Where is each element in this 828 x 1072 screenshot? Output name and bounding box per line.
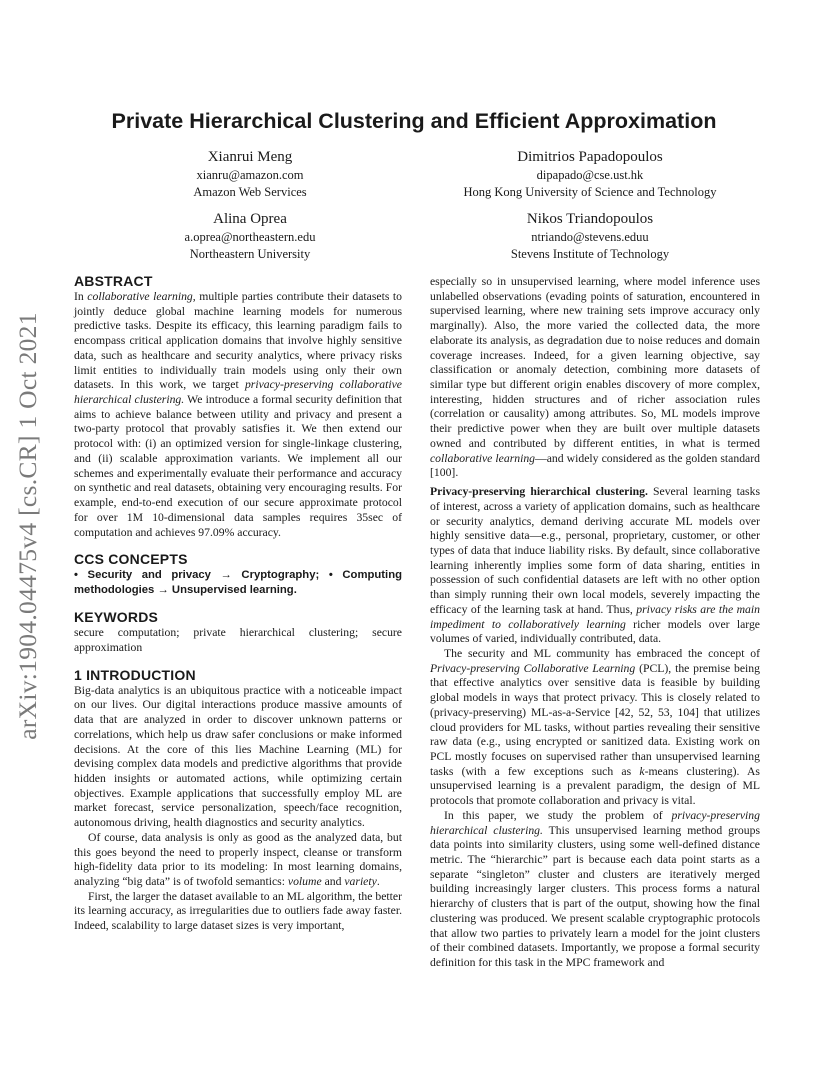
left-column bbox=[74, 272, 402, 934]
author-block bbox=[420, 210, 760, 262]
ccs-heading: CCS CONCEPTS bbox=[74, 551, 188, 568]
author-block bbox=[420, 148, 760, 200]
keywords-heading: KEYWORDS bbox=[74, 609, 159, 626]
paper-title: Private Hierarchical Clustering and Efficient Approximation bbox=[111, 109, 717, 133]
author-email: dipapado@cse.ust.hk bbox=[536, 168, 644, 182]
author-email: ntriando@stevens.eduu bbox=[531, 230, 649, 244]
arxiv-identifier: arXiv:1904.04475v4 [cs.CR] 1 Oct 2021 bbox=[13, 312, 42, 740]
author-block bbox=[150, 210, 350, 262]
body-paragraph: The security and ML community has embraced the concept of Privacy-preserving Collaborative Learning (PCL), the premise being that effective analytics over sensitive data is feasible by building global models in ways that protect privacy. This is closely related to (privacy-preserving) ML-as-a-Service [42, 52, 53, 104] that utilizes cloud providers for ML tasks, without parties revealing their sensitive raw data (e.g., using encrypted or sanitized data. Existing work on PCL mostly focuses on supervised rather than unsupervised learning tasks (with a few exceptions such as k-means clustering). As unsupervised learning is a prevalent paradigm, the design of ML protocols that promote collaboration and privacy is vital. bbox=[430, 646, 760, 808]
author-name: Dimitrios Papadopoulos bbox=[517, 149, 663, 165]
body-paragraph: In this paper, we study the problem of privacy-preserving hierarchical clustering. This unsupervised learning method groups data points into similarity clusters, using some well-defined distance metric. The “hierarchic” part is because each data point starts as a separate “singleton” cluster and clusters are iteratively merged building increasingly larger clusters. This process forms a natural hierarchy of clusters that is part of the output, showing how the final clustering was produced. We present scalable cryptographic protocols that allow two parties to privately learn a model for the joint clusters of their combined datasets. Importantly, we propose a formal security definition for this task in the MPC framework and bbox=[430, 808, 760, 970]
intro-paragraph: Of course, data analysis is only as good as the analyzed data, but this goes beyond the need to properly inspect, cleanse or transform high-fidelity data prior to its modeling: In most learning domains, analyzing “big data” is of twofold semantics: volume and variety. bbox=[74, 830, 402, 888]
author-name: Nikos Triandopoulos bbox=[526, 211, 654, 227]
author-affiliation: Stevens Institute of Technology bbox=[510, 246, 670, 261]
author-email: xianru@amazon.com bbox=[196, 168, 304, 182]
intro-paragraph: First, the larger the dataset available to an ML algorithm, the better its learning accuracy, as irregularities due to outliers fade away faster. Indeed, scalability to large dataset sizes is very important, bbox=[74, 889, 402, 933]
author-block bbox=[150, 148, 350, 200]
author-name: Xianrui Meng bbox=[207, 149, 293, 165]
abstract-text: In collaborative learning, multiple parties contribute their datasets to jointly deduce global machine learning models for numerous predictive tasks. Despite its efficacy, this learning paradigm fails to encompass critical application domains that involve highly sensitive data, such as healthcare and security analytics, where privacy risks limit entities to individually train models using only their own datasets. In this work, we target privacy-preserving collaborative hierarchical clustering. We introduce a formal security definition that aims to achieve balance between utility and privacy and present a two-party protocol that provably satisfies it. We then extend our protocol with: (i) an optimized version for single-linkage clustering, and (ii) scalable approximation variants. We implement all our schemes and experimentally evaluate their performance and accuracy on synthetic and real datasets, obtaining very encouraging results. For example, end-to-end execution of our secure approximate protocol for over 1M 10-dimensional data samples requires 35sec of computation and achieves 97.09% accuracy. bbox=[74, 290, 403, 539]
body-paragraph: especially so in unsupervised learning, where model inference uses unlabelled observations (evading points of saturation, encountered in supervised learning, where new training sets improve accuracy only marginally). Also, the more varied the collected data, the more elaborate its analysis, as degradation due to noise reduces and domain coverage increases. Indeed, for a given learning objective, say classification or anomaly detection, combining more datasets of similar type but different origin enables discovery of more complex, interesting, hidden structures and of richer association rules (correlation or causality) among attributes. So, ML models improve their predictive power when they are built over multiple datasets owned and contributed by different entities, in what is termed collaborative learning—and widely considered as the golden standard [100]. bbox=[430, 275, 760, 480]
author-affiliation: Hong Kong University of Science and Technology bbox=[463, 184, 717, 199]
intro-paragraph: Big-data analytics is an ubiquitous practice with a noticeable impact on our lives. Our digital interactions produce massive amounts of data that are analyzed in order to discover unknown patterns or correlations, which help us draw safer conclusions or make informed decisions. At the core of this lies Machine Learning (ML) for devising complex data models and predictive algorithms that provide hidden insights or automated actions, while optimizing certain objectives. Example applications that successfully employ ML are market forecast, service personalization, speech/face recognition, autonomous driving, health diagnostics and security analytics. bbox=[74, 683, 402, 830]
author-affiliation: Northeastern University bbox=[189, 246, 311, 261]
ccs-concepts: • Security and privacy → Cryptography; • Computing methodologies → Unsupervised learning. bbox=[74, 569, 402, 597]
introduction-heading: 1 INTRODUCTION bbox=[74, 666, 196, 683]
author-name: Alina Oprea bbox=[213, 211, 287, 227]
abstract-heading: ABSTRACT bbox=[74, 273, 153, 289]
right-column bbox=[430, 275, 760, 971]
author-affiliation: Amazon Web Services bbox=[193, 184, 307, 199]
body-paragraph: Privacy-preserving hierarchical clustering. Several learning tasks of interest, across a variety of application domains, such as healthcare or security analytics, demand deriving accurate ML models over highly sensitive data—e.g., personal, proprietary, customer, or other types of data that induce liability risks. By default, since collaborative learning inherently implies some form of data sharing, entities in possession of such confidential datasets are left with no other option than simply running their own local models, severely impacting the efficacy of the learning task at hand. Thus, privacy risks are the main impediment to collaboratively learning richer models over large volumes of varied, individually contributed, data. bbox=[430, 485, 760, 646]
keywords-text: secure computation; private hierarchical clustering; secure approximation bbox=[74, 626, 402, 654]
author-email: a.oprea@northeastern.edu bbox=[184, 230, 316, 244]
